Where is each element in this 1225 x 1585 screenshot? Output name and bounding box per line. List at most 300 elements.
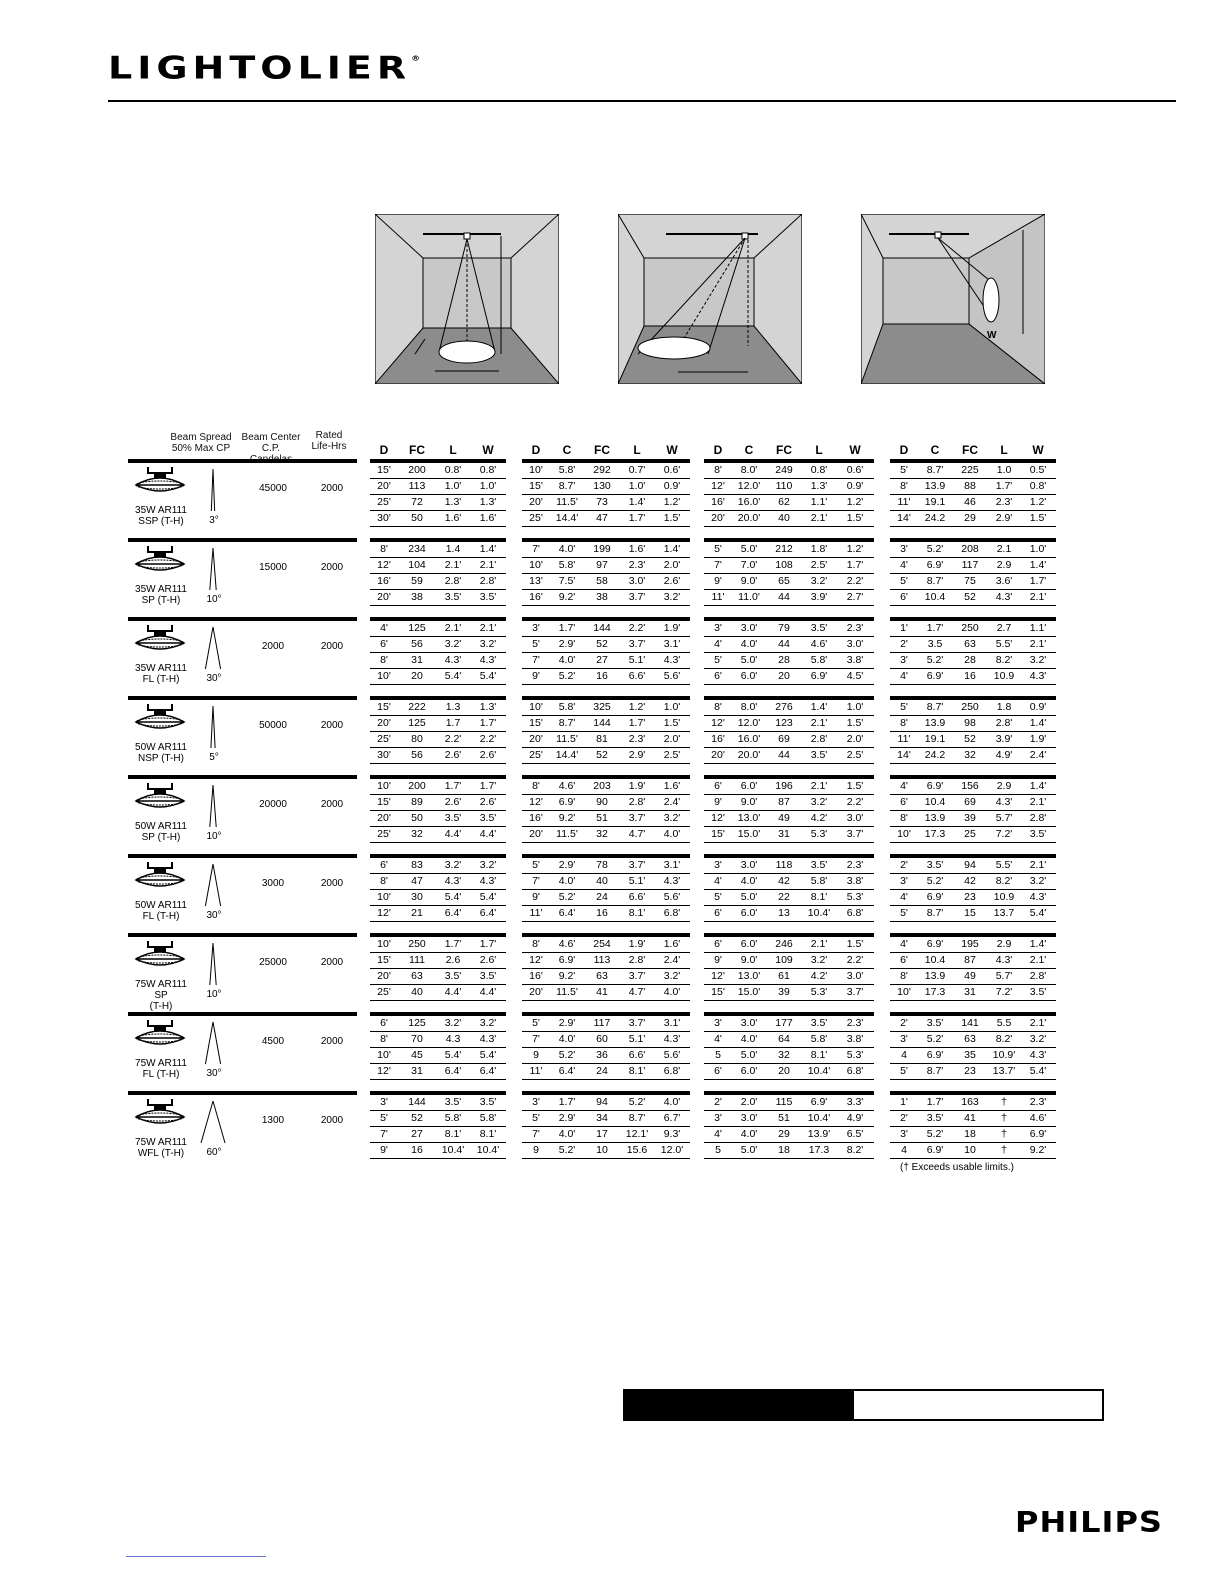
table-row bbox=[890, 1095, 1056, 1111]
table-cell: 1.7 bbox=[445, 717, 461, 729]
table-cell: 28 bbox=[778, 654, 790, 666]
diagram-angled-floor bbox=[618, 214, 802, 384]
table-cell: 5.2' bbox=[926, 1033, 944, 1045]
table-row bbox=[370, 542, 506, 558]
table-cell: 10.4' bbox=[807, 1065, 831, 1077]
table-cell: 13.9 bbox=[924, 717, 946, 729]
table-cell: 12' bbox=[711, 812, 725, 824]
table-cell: 5.8' bbox=[810, 1033, 828, 1045]
table-cell: 69 bbox=[964, 796, 976, 808]
table-cell: 3.5' bbox=[479, 812, 497, 824]
table-cell: 16.0' bbox=[737, 496, 761, 508]
table-cell: 20 bbox=[778, 670, 790, 682]
lamp-name-75w-ar111-sp-t-h bbox=[128, 979, 194, 1012]
table-row bbox=[704, 906, 874, 922]
photometric-table-3 bbox=[704, 933, 874, 1003]
table-cell: 49 bbox=[778, 812, 790, 824]
table-cell: 40 bbox=[778, 512, 790, 524]
lamp-fixture-icon bbox=[130, 779, 190, 819]
table-cell: 63 bbox=[964, 638, 976, 650]
table-cell: 3.8' bbox=[846, 1033, 864, 1045]
table-cell: 10' bbox=[377, 891, 391, 903]
table-cell: 16 bbox=[964, 670, 976, 682]
table-cell: 1.9' bbox=[1029, 733, 1047, 745]
table-cell: 1.7' bbox=[926, 622, 944, 634]
beam-center-candelas: 25000 bbox=[259, 957, 287, 968]
table-cell: 5.8' bbox=[479, 1112, 497, 1124]
table-row bbox=[370, 669, 506, 685]
table-row bbox=[890, 542, 1056, 558]
table-cell: 2.8' bbox=[1029, 812, 1047, 824]
table-cell: 4.3' bbox=[1029, 1049, 1047, 1061]
table-cell: 125 bbox=[408, 622, 426, 634]
table-cell: 3.2' bbox=[1029, 654, 1047, 666]
table-cell: 9' bbox=[380, 1144, 388, 1156]
table-cell: 0.5' bbox=[1029, 464, 1047, 476]
table-cell: 8.1' bbox=[810, 891, 828, 903]
photometric-table-2 bbox=[522, 775, 690, 845]
table-cell: 6' bbox=[714, 938, 722, 950]
table-row bbox=[522, 874, 690, 890]
table-cell: 2.1' bbox=[444, 559, 462, 571]
table-cell: 200 bbox=[408, 780, 426, 792]
table-row bbox=[704, 795, 874, 811]
beam-spread-degrees: 60° bbox=[206, 1147, 222, 1158]
table-row bbox=[370, 1016, 506, 1032]
table-cell: 13.9' bbox=[807, 1128, 831, 1140]
photometric-table-4 bbox=[890, 459, 1056, 529]
table-row bbox=[370, 716, 506, 732]
table-cell: 51 bbox=[596, 812, 608, 824]
table-row bbox=[522, 463, 690, 479]
table-cell: 4.3' bbox=[1029, 670, 1047, 682]
table-row bbox=[522, 1048, 690, 1064]
table-cell: 2.5' bbox=[846, 749, 864, 761]
table-cell: 1.7' bbox=[558, 1096, 576, 1108]
table-cell: 1.7' bbox=[444, 938, 462, 950]
table-cell: 4.2' bbox=[810, 970, 828, 982]
table-cell: 5.8' bbox=[444, 1112, 462, 1124]
table-cell: 4.3' bbox=[995, 796, 1013, 808]
table-cell: 1.6' bbox=[479, 512, 497, 524]
lamp-name-line: 75W AR111 SP bbox=[135, 979, 187, 1001]
table-cell: 14.4' bbox=[555, 512, 579, 524]
table-cell: 2.1' bbox=[1029, 1017, 1047, 1029]
table-cell: 6' bbox=[714, 670, 722, 682]
table-cell: 1.2' bbox=[846, 496, 864, 508]
table-cell: 0.6' bbox=[663, 464, 681, 476]
table-cell: 17.3 bbox=[924, 986, 946, 998]
table-cell: 52 bbox=[596, 638, 608, 650]
table-cell: 31 bbox=[411, 654, 423, 666]
table-row bbox=[370, 1032, 506, 1048]
table-cell: 50 bbox=[411, 812, 423, 824]
table-row bbox=[890, 811, 1056, 827]
table-row bbox=[522, 795, 690, 811]
table-cell: 36 bbox=[596, 1049, 608, 1061]
table-cell: 11.5' bbox=[556, 986, 578, 998]
column-header-d: D bbox=[713, 443, 723, 457]
table-cell: 2.4' bbox=[1029, 749, 1047, 761]
table-cell: 50 bbox=[411, 512, 423, 524]
table-cell: 9.0' bbox=[740, 796, 758, 808]
table-cell: 3.9' bbox=[995, 733, 1013, 745]
table-cell: 1.4' bbox=[1029, 938, 1047, 950]
table-cell: 1' bbox=[900, 1096, 908, 1108]
table-cell: 5.2' bbox=[628, 1096, 646, 1108]
table-cell: 1.5' bbox=[846, 512, 864, 524]
beam-spread-degrees: 10° bbox=[206, 594, 222, 605]
table-cell: 23 bbox=[964, 1065, 976, 1077]
table-cell: 5.3' bbox=[846, 1049, 864, 1061]
table-cell: 6.6' bbox=[628, 891, 646, 903]
beam-spread-icon bbox=[200, 862, 226, 908]
table-cell: 5.0' bbox=[740, 1049, 758, 1061]
table-cell: 6.8' bbox=[846, 1065, 864, 1077]
table-cell: 9 bbox=[533, 1049, 539, 1061]
table-cell: 19.1 bbox=[924, 733, 946, 745]
table-cell: 2.1' bbox=[444, 622, 462, 634]
table-row bbox=[704, 716, 874, 732]
table-cell: 4.3' bbox=[444, 875, 462, 887]
table-cell: 250 bbox=[408, 938, 426, 950]
table-cell: 5' bbox=[900, 575, 908, 587]
table-cell: 6' bbox=[900, 796, 908, 808]
table-cell: 8' bbox=[380, 654, 388, 666]
table-cell: 254 bbox=[593, 938, 611, 950]
table-cell: 15 bbox=[964, 907, 976, 919]
table-cell: 44 bbox=[778, 638, 790, 650]
table-cell: 3' bbox=[900, 543, 908, 555]
table-cell: 72 bbox=[411, 496, 423, 508]
table-cell: 3.8' bbox=[846, 654, 864, 666]
table-cell: 13' bbox=[529, 575, 543, 587]
table-cell: 2.8' bbox=[628, 796, 646, 808]
table-cell: 3.5' bbox=[926, 859, 944, 871]
table-cell: 6.9' bbox=[810, 1096, 828, 1108]
table-cell: 5 bbox=[715, 1049, 721, 1061]
rated-life-hours: 2000 bbox=[320, 1036, 344, 1047]
table-cell: 42 bbox=[964, 875, 976, 887]
table-row bbox=[890, 463, 1056, 479]
table-cell: 2.9 bbox=[996, 780, 1012, 792]
table-cell: 1.7' bbox=[479, 717, 497, 729]
table-row bbox=[890, 511, 1056, 527]
table-cell: 8' bbox=[900, 970, 908, 982]
table-cell: 5.5' bbox=[995, 859, 1013, 871]
table-row bbox=[522, 1032, 690, 1048]
table-cell: 3.9' bbox=[810, 591, 828, 603]
table-cell: 31 bbox=[964, 986, 976, 998]
photometric-table-2 bbox=[522, 933, 690, 1003]
table-cell: 3.5' bbox=[926, 1112, 944, 1124]
table-cell: 4.3' bbox=[479, 875, 497, 887]
table-cell: 13.0' bbox=[737, 970, 761, 982]
table-cell: 0.8' bbox=[1029, 480, 1047, 492]
table-cell: 4.3' bbox=[663, 875, 681, 887]
table-cell: 3' bbox=[532, 622, 540, 634]
table-cell: 10.4' bbox=[441, 1144, 465, 1156]
table-cell: 1.8' bbox=[810, 543, 828, 555]
table-cell: 3.1' bbox=[663, 859, 681, 871]
table-cell: 17.3 bbox=[808, 1144, 830, 1156]
table-cell: 20 bbox=[778, 1065, 790, 1077]
table-cell: 1.5' bbox=[846, 717, 864, 729]
table-cell: 61 bbox=[778, 970, 790, 982]
table-cell: 4.0' bbox=[558, 1033, 576, 1045]
column-header-w: W bbox=[666, 443, 678, 457]
photometric-table-1 bbox=[370, 696, 506, 766]
table-cell: 87 bbox=[778, 796, 790, 808]
table-cell: 3.7' bbox=[628, 812, 646, 824]
table-cell: 4.7' bbox=[628, 986, 646, 998]
table-cell: 15' bbox=[529, 717, 543, 729]
table-cell: 6.9' bbox=[926, 1049, 944, 1061]
table-row bbox=[890, 558, 1056, 574]
table-cell: 4.3' bbox=[479, 1033, 497, 1045]
table-row bbox=[704, 827, 874, 843]
photometric-table-1 bbox=[370, 854, 506, 924]
table-cell: 20' bbox=[377, 812, 391, 824]
table-row bbox=[522, 1095, 690, 1111]
table-cell: 51 bbox=[778, 1112, 790, 1124]
photometric-table-4 bbox=[890, 1091, 1056, 1161]
table-row bbox=[522, 590, 690, 606]
table-row bbox=[890, 1143, 1056, 1159]
table-cell: 7.2' bbox=[995, 986, 1013, 998]
table-cell: 12.0' bbox=[660, 1144, 684, 1156]
table-cell: 8.7' bbox=[926, 464, 944, 476]
table-cell: 49 bbox=[964, 970, 976, 982]
table-row bbox=[370, 906, 506, 922]
table-row bbox=[890, 732, 1056, 748]
table-row bbox=[890, 906, 1056, 922]
table-cell: 0.7' bbox=[628, 464, 646, 476]
table-cell: 10' bbox=[529, 701, 543, 713]
table-row bbox=[890, 969, 1056, 985]
beam-spread-icon bbox=[200, 783, 226, 829]
lamp-name-line: 50W AR111 bbox=[135, 821, 187, 832]
table-row bbox=[370, 1048, 506, 1064]
table-cell: 16 bbox=[411, 1144, 423, 1156]
table-cell: 46 bbox=[964, 496, 976, 508]
column-header-d: D bbox=[899, 443, 909, 457]
photometric-table-3 bbox=[704, 617, 874, 687]
table-cell: 2.6' bbox=[444, 749, 462, 761]
table-cell: 3.5' bbox=[479, 591, 497, 603]
table-cell: 4.3' bbox=[444, 654, 462, 666]
table-cell: 113 bbox=[408, 480, 426, 492]
lamp-name-35w-ar111-ssp-t-h bbox=[128, 505, 194, 527]
table-cell: 6' bbox=[900, 591, 908, 603]
table-row bbox=[370, 890, 506, 906]
table-cell: 1.7' bbox=[479, 780, 497, 792]
lamp-name-line: SSP (T-H) bbox=[138, 516, 184, 527]
table-cell: 4.0' bbox=[740, 638, 758, 650]
lamp-name-50w-ar111-nsp-t-h bbox=[128, 742, 194, 764]
photometric-table-2 bbox=[522, 696, 690, 766]
table-cell: 5.8' bbox=[558, 464, 576, 476]
table-cell: 5.5' bbox=[995, 638, 1013, 650]
table-cell: 1.0' bbox=[628, 480, 646, 492]
table-cell: 1.4' bbox=[1029, 717, 1047, 729]
column-header-l: L bbox=[449, 443, 457, 457]
table-cell: 1.7' bbox=[628, 717, 646, 729]
table-row bbox=[370, 969, 506, 985]
table-cell: 3.2' bbox=[663, 812, 681, 824]
table-cell: 1.5' bbox=[846, 780, 864, 792]
column-header-w: W bbox=[482, 443, 494, 457]
column-header-w: W bbox=[1032, 443, 1044, 457]
table-row bbox=[890, 621, 1056, 637]
lamp-name-75w-ar111-wfl-t-h bbox=[128, 1137, 194, 1159]
rated-life-hours: 2000 bbox=[320, 641, 344, 652]
diagram-wall-wash bbox=[861, 214, 1045, 384]
table-cell: 3.2' bbox=[444, 859, 462, 871]
table-cell: 8' bbox=[532, 780, 540, 792]
table-cell: 56 bbox=[411, 638, 423, 650]
table-cell: 20 bbox=[411, 670, 423, 682]
table-cell: 2.8' bbox=[810, 733, 828, 745]
table-row bbox=[704, 495, 874, 511]
table-cell: 1.4' bbox=[628, 496, 646, 508]
table-cell: 12' bbox=[711, 717, 725, 729]
table-cell: 8' bbox=[380, 1033, 388, 1045]
table-cell: 4.5' bbox=[846, 670, 864, 682]
table-cell: 24 bbox=[596, 891, 608, 903]
table-cell: 6.9' bbox=[558, 796, 576, 808]
table-cell: 1.0' bbox=[1029, 543, 1047, 555]
table-row bbox=[522, 811, 690, 827]
table-cell: 1.7' bbox=[558, 622, 576, 634]
table-row bbox=[890, 1064, 1056, 1080]
table-cell: 5 bbox=[715, 1144, 721, 1156]
table-cell: 2.8' bbox=[1029, 970, 1047, 982]
table-cell: 2.1' bbox=[1029, 638, 1047, 650]
table-cell: 3.2' bbox=[810, 954, 828, 966]
table-cell: 196 bbox=[775, 780, 793, 792]
table-cell: 20' bbox=[529, 733, 543, 745]
table-cell: 9' bbox=[714, 954, 722, 966]
table-cell: 2.4' bbox=[663, 796, 681, 808]
table-row bbox=[522, 716, 690, 732]
table-cell: 10' bbox=[377, 780, 391, 792]
table-cell: 4' bbox=[900, 559, 908, 571]
table-cell: 8.0' bbox=[740, 464, 758, 476]
table-cell: 83 bbox=[411, 859, 423, 871]
table-cell: 3' bbox=[714, 622, 722, 634]
table-cell: 12' bbox=[377, 907, 391, 919]
table-cell: 18 bbox=[778, 1144, 790, 1156]
table-cell: 63 bbox=[964, 1033, 976, 1045]
table-cell: 4 bbox=[901, 1049, 907, 1061]
table-cell: 1.2' bbox=[628, 701, 646, 713]
table-cell: 9.3' bbox=[663, 1128, 681, 1140]
table-cell: 29 bbox=[964, 512, 976, 524]
photometric-table-2 bbox=[522, 1091, 690, 1161]
table-cell: 4.0' bbox=[740, 875, 758, 887]
table-cell: 5.8' bbox=[558, 701, 576, 713]
table-cell: 3.0' bbox=[846, 638, 864, 650]
table-cell: 5.5 bbox=[996, 1017, 1012, 1029]
table-row bbox=[370, 621, 506, 637]
table-cell: 12.0' bbox=[737, 480, 761, 492]
table-cell: 0.9' bbox=[663, 480, 681, 492]
table-cell: 16 bbox=[596, 907, 608, 919]
table-cell: 4.6' bbox=[558, 780, 576, 792]
table-cell: 6.6' bbox=[628, 670, 646, 682]
table-cell: 5.4' bbox=[479, 670, 497, 682]
table-cell: 6.0' bbox=[740, 938, 758, 950]
table-row bbox=[522, 1064, 690, 1080]
table-cell: 6.0' bbox=[740, 1065, 758, 1077]
table-cell: 5.4' bbox=[479, 1049, 497, 1061]
table-cell: 6' bbox=[380, 1017, 388, 1029]
table-cell: 2' bbox=[900, 859, 908, 871]
table-cell: 15' bbox=[377, 701, 391, 713]
table-row bbox=[522, 574, 690, 590]
table-row bbox=[370, 795, 506, 811]
lamp-name-line: 75W AR111 bbox=[135, 1137, 187, 1148]
table-cell: 8' bbox=[380, 543, 388, 555]
table-cell: 89 bbox=[411, 796, 423, 808]
table-cell: 20' bbox=[529, 496, 543, 508]
table-cell: 1.3 bbox=[445, 701, 461, 713]
table-cell: 6.8' bbox=[663, 1065, 681, 1077]
table-cell: 4.6' bbox=[558, 938, 576, 950]
table-row bbox=[522, 779, 690, 795]
table-cell: 1.7' bbox=[479, 938, 497, 950]
table-row bbox=[522, 906, 690, 922]
table-cell: 24.2 bbox=[924, 512, 946, 524]
table-cell: 11.5' bbox=[556, 828, 578, 840]
table-cell: 6' bbox=[714, 780, 722, 792]
table-cell: 177 bbox=[775, 1017, 793, 1029]
table-row bbox=[890, 1048, 1056, 1064]
table-cell: 25' bbox=[377, 733, 391, 745]
table-cell: 5.1' bbox=[628, 654, 646, 666]
table-cell: 203 bbox=[593, 780, 611, 792]
table-cell: 5.3' bbox=[810, 828, 828, 840]
table-cell: 200 bbox=[408, 464, 426, 476]
beam-spread-degrees: 30° bbox=[206, 910, 222, 921]
table-cell: 13.9 bbox=[924, 970, 946, 982]
table-cell: 2.9' bbox=[558, 1112, 576, 1124]
table-cell: 16' bbox=[377, 575, 391, 587]
column-header-d: D bbox=[379, 443, 389, 457]
table-cell: 32 bbox=[778, 1049, 790, 1061]
table-row bbox=[890, 669, 1056, 685]
table-cell: † bbox=[1001, 1096, 1007, 1108]
table-cell: 15.0' bbox=[737, 828, 761, 840]
table-cell: 5.1' bbox=[628, 1033, 646, 1045]
table-cell: 63 bbox=[411, 970, 423, 982]
table-cell: 11' bbox=[529, 907, 543, 919]
lamp-name-50w-ar111-fl-t-h bbox=[128, 900, 194, 922]
lamp-name-line: NSP (T-H) bbox=[138, 753, 184, 764]
table-cell: 64 bbox=[778, 1033, 790, 1045]
table-cell: 1.8 bbox=[996, 701, 1012, 713]
table-cell: 3.5' bbox=[444, 970, 462, 982]
table-row bbox=[522, 495, 690, 511]
table-cell: 115 bbox=[775, 1096, 793, 1108]
table-cell: 4.3' bbox=[479, 654, 497, 666]
table-cell: 90 bbox=[596, 796, 608, 808]
table-cell: 2.3' bbox=[628, 559, 646, 571]
table-row bbox=[522, 748, 690, 764]
table-cell: 3' bbox=[532, 1096, 540, 1108]
column-header-w: W bbox=[849, 443, 861, 457]
